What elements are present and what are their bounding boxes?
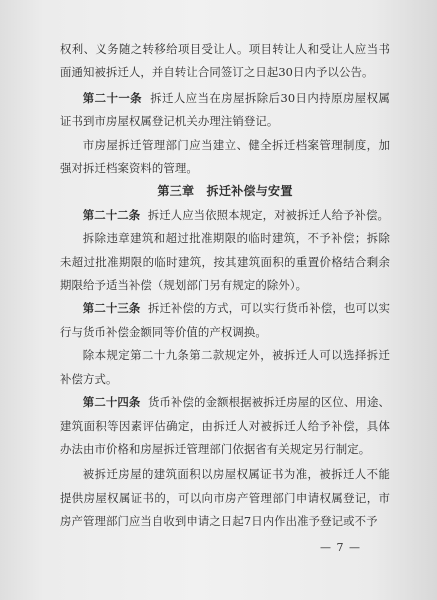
paragraph-5 — [60, 204, 390, 227]
page-number: — 7 — — [320, 541, 361, 554]
paragraph-1 — [60, 38, 390, 85]
paragraph-6 — [60, 227, 390, 297]
paragraph-8-text: 除本规定第二十九条第二款规定外，被拆迁人可以选择拆迁补偿方式。 — [60, 348, 390, 386]
article-24-label: 第二十四条 — [82, 395, 141, 410]
article-23-text: 拆迁补偿的方式，可以实行货币补偿，也可以实行与货币补偿金额同等价值的产权调换。 — [60, 301, 390, 339]
chapter-heading: 第三章 拆迁补偿与安置 — [157, 184, 293, 199]
paragraph-8 — [60, 344, 390, 391]
article-22-text: 拆迁人应当依照本规定，对被拆迁人给予补偿。 — [147, 207, 390, 222]
paragraph-9 — [60, 391, 390, 461]
paragraph-10-text: 被拆迁房屋的建筑面积以房屋权属证书为准，被拆迁人不能提供房屋权属证书的，可以向市房产管理部门申请权属登记，市房产管理部门应当自收到申请之日起7日内作出准予登记或不予 — [60, 467, 390, 529]
paragraph-10 — [60, 463, 390, 533]
article-23-label: 第二十三条 — [82, 301, 141, 316]
article-21-label: 第二十一条 — [82, 90, 143, 105]
article-22-label: 第二十二条 — [82, 207, 141, 222]
article-21-text: 拆迁人应当在房屋拆除后30日内持原房屋权属证书到市房屋权属登记机关办理注销登记。 — [60, 90, 390, 129]
paragraph-3-text: 市房屋拆迁管理部门应当建立、健全拆迁档案管理制度，加强对拆迁档案资料的管理。 — [60, 137, 390, 176]
paragraph-1-text: 权利、义务随之转移给项目受让人。项目转让人和受让人应当书面通知被拆迁人，并自转让合同签订之日起30日内予以公告。 — [60, 42, 390, 80]
document-body — [60, 38, 390, 534]
paragraph-3 — [60, 134, 390, 181]
paragraph-7 — [60, 297, 390, 344]
article-24-text: 货币补偿的金额根据被拆迁房屋的区位、用途、建筑面积等因素评估确定，由拆迁人对被拆迁人给予补偿，具体办法由市价格和房屋拆迁管理部门依据省有关规定另行制定。 — [60, 395, 390, 456]
paragraph-2 — [60, 87, 390, 134]
paragraph-6-text: 拆除违章建筑和超过批准期限的临时建筑，不予补偿；拆除未超过批准期限的临时建筑，按其建筑面积的重置价格结合剩余期限给予适当补偿（规划部门另有规定的除外）。 — [60, 231, 390, 293]
